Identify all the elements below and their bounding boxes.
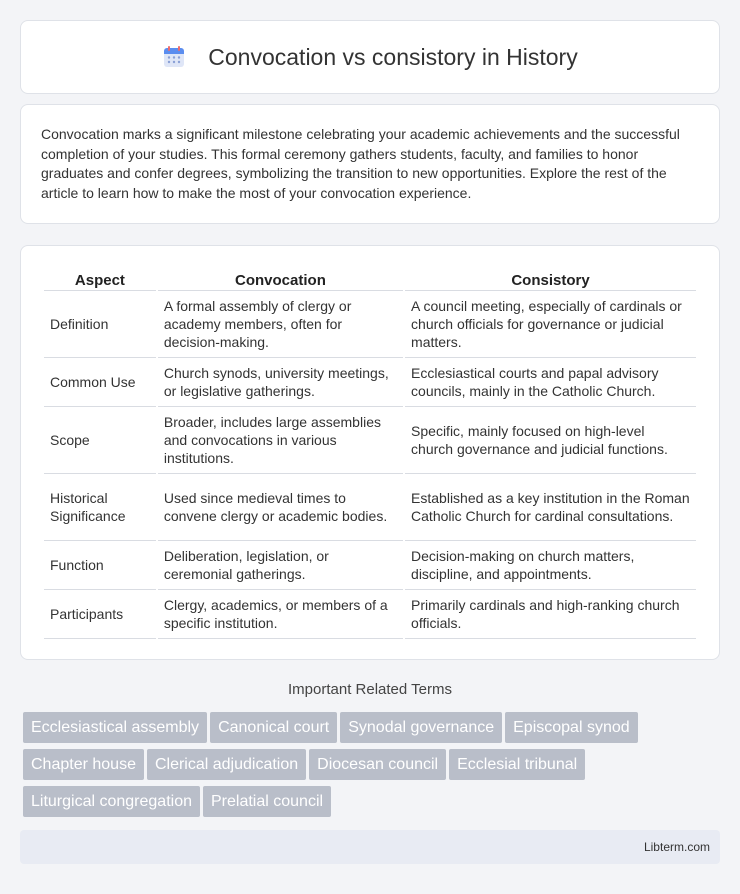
table-cell-aspect: Participants bbox=[44, 590, 156, 639]
term-tag[interactable]: Episcopal synod bbox=[505, 712, 638, 743]
table-cell-aspect: Common Use bbox=[44, 358, 156, 407]
term-tag[interactable]: Ecclesiastical assembly bbox=[23, 712, 207, 743]
column-header-consistory: Consistory bbox=[405, 266, 696, 291]
table-row bbox=[44, 590, 696, 639]
footer-site-link[interactable]: Libterm.com bbox=[643, 840, 710, 854]
table-cell-convocation: A formal assembly of clergy or academy members, often for decision-making. bbox=[158, 291, 403, 358]
table-cell-aspect: Definition bbox=[44, 291, 156, 358]
footer bbox=[20, 830, 720, 864]
table-row bbox=[44, 407, 696, 474]
table-cell-consistory: Established as a key institution in the Roman Catholic Church for cardinal consultations. bbox=[405, 474, 696, 541]
related-terms-title: Important Related Terms bbox=[288, 681, 452, 698]
column-header-convocation: Convocation bbox=[158, 266, 403, 291]
table-row bbox=[44, 474, 696, 541]
term-tag[interactable]: Ecclesial tribunal bbox=[449, 749, 585, 780]
table-row bbox=[44, 291, 696, 358]
title-card bbox=[20, 20, 720, 94]
intro-card bbox=[20, 104, 720, 224]
calendar-icon bbox=[162, 45, 186, 69]
term-tag[interactable]: Diocesan council bbox=[309, 749, 446, 780]
table-row bbox=[44, 358, 696, 407]
table-header-row bbox=[44, 266, 696, 291]
term-tag[interactable]: Synodal governance bbox=[340, 712, 502, 743]
page-title: Convocation vs consistory in History bbox=[208, 43, 578, 70]
term-tag[interactable]: Prelatial council bbox=[203, 786, 331, 817]
table-cell-aspect: Scope bbox=[44, 407, 156, 474]
table-cell-convocation: Clergy, academics, or members of a specific institution. bbox=[158, 590, 403, 639]
table-cell-consistory: Specific, mainly focused on high-level church governance and judicial functions. bbox=[405, 407, 696, 474]
term-tag[interactable]: Chapter house bbox=[23, 749, 144, 780]
table-cell-aspect: Function bbox=[44, 541, 156, 590]
table-cell-consistory: Decision-making on church matters, discipline, and appointments. bbox=[405, 541, 696, 590]
table-cell-consistory: Primarily cardinals and high-ranking church officials. bbox=[405, 590, 696, 639]
intro-paragraph: Convocation marks a significant milestone celebrating your academic achievements and the successful completion of your studies. This formal ceremony gathers students, faculty, and families to honor graduates and confer degrees, symbolizing the transition to new opportunities. Explore the rest of the article to learn how to make the most of your convocation experience. bbox=[41, 126, 680, 201]
term-tag[interactable]: Liturgical congregation bbox=[23, 786, 200, 817]
comparison-table bbox=[42, 266, 698, 639]
table-cell-aspect: Historical Significance bbox=[44, 474, 156, 541]
table-cell-convocation: Church synods, university meetings, or legislative gatherings. bbox=[158, 358, 403, 407]
table-row bbox=[44, 541, 696, 590]
comparison-table-card bbox=[20, 245, 720, 660]
column-header-aspect: Aspect bbox=[44, 266, 156, 291]
table-cell-consistory: Ecclesiastical courts and papal advisory councils, mainly in the Catholic Church. bbox=[405, 358, 696, 407]
term-tag[interactable]: Canonical court bbox=[210, 712, 337, 743]
table-cell-convocation: Deliberation, legislation, or ceremonial gatherings. bbox=[158, 541, 403, 590]
table-cell-convocation: Broader, includes large assemblies and convocations in various institutions. bbox=[158, 407, 403, 474]
table-cell-consistory: A council meeting, especially of cardinals or church officials for governance or judicial matters. bbox=[405, 291, 696, 358]
term-tag[interactable]: Clerical adjudication bbox=[147, 749, 306, 780]
table-cell-convocation: Used since medieval times to convene clergy or academic bodies. bbox=[158, 474, 403, 541]
related-terms-list bbox=[23, 712, 723, 823]
